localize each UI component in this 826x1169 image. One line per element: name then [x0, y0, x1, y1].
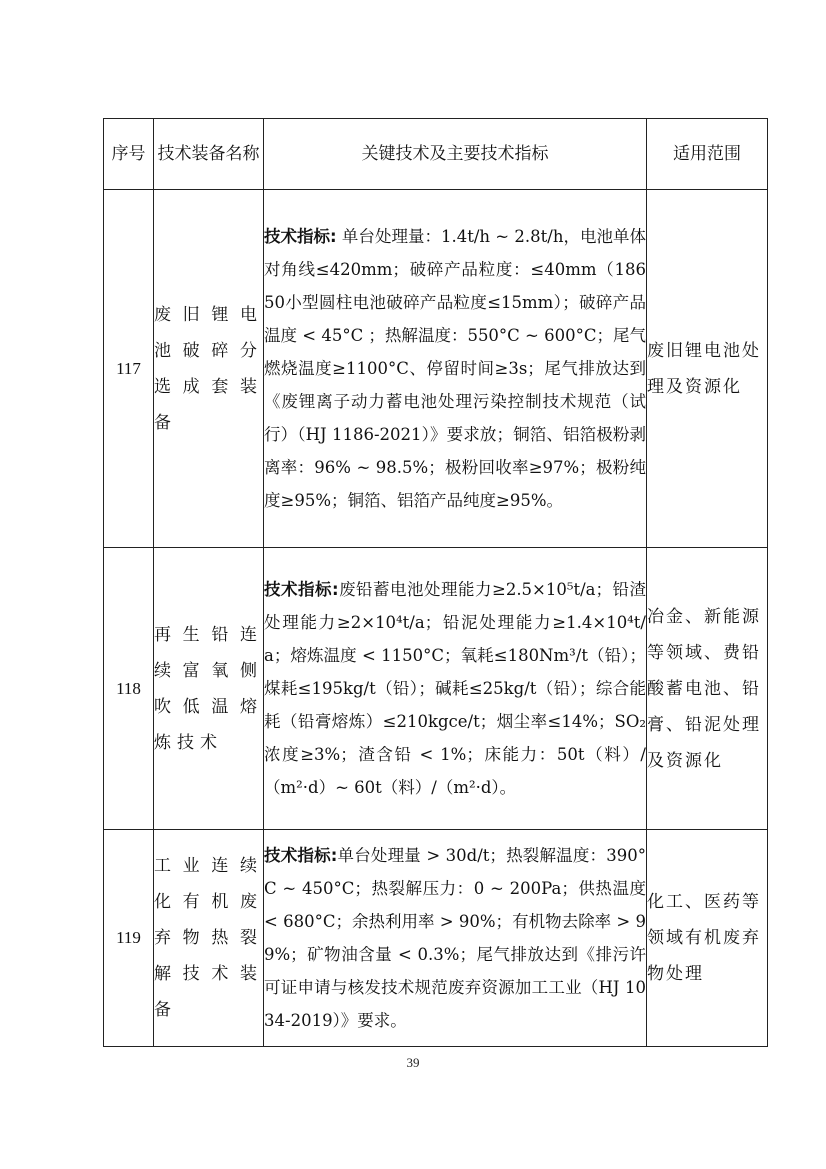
row-technical-indicators [264, 190, 647, 548]
header-key-technology: 关键技术及主要技术指标 [264, 119, 647, 190]
row-equipment-name: 废旧锂电池破碎分选成套装备 [154, 190, 264, 548]
row-serial-number: 119 [104, 830, 154, 1047]
row-application-scope: 冶金、新能源等领域、费铅酸蓄电池、铅膏、铅泥处理及资源化 [647, 548, 768, 830]
header-equipment-name: 技术装备名称 [154, 119, 264, 190]
table-row [104, 830, 768, 1047]
indicator-text: 单台处理量 > 30d/t；热裂解温度：390°C ~ 450°C；热裂解压力：0 ~ 200Pa；供热温度 < 680°C；余热利用率 > 90%；有机物去除率 > 99%；矿物油含量 < 0.3%；尾气排放达到《排污许可证申请与核发技术规范废弃资源加工工业（HJ 1034-2019）》要求。 [264, 846, 646, 1030]
row-serial-number: 118 [104, 548, 154, 830]
row-application-scope: 废旧锂电池处理及资源化 [647, 190, 768, 548]
indicator-text: 废铅蓄电池处理能力≥2.5×10⁵t/a；铅渣处理能力≥2×10⁴t/a；铅泥处理能力≥1.4×10⁴t/a；熔炼温度 < 1150°C；氧耗≤180Nm³/t（铅）；煤耗≤195kg/t（铅）；碱耗≤25kg/t（铅）；综合能耗（铅膏熔炼）≤210kgce/t；烟尘率≤14%；SO₂浓度≥3%；渣含铅 < 1%；床能力：50t（料）/（m²·d）~ 60t（料）/（m²·d）。 [264, 580, 647, 797]
indicator-label: 技术指标: [264, 846, 338, 865]
page-number: 39 [406, 1055, 420, 1070]
indicator-text: 单台处理量：1.4t/h ~ 2.8t/h，电池单体对角线≤420mm；破碎产品粒度：≤40mm（18650小型圆柱电池破碎产品粒度≤15mm）；破碎产品温度 < 45°C ；热解温度：550°C ~ 600°C；尾气燃烧温度≥1100°C、停留时间≥3s；尾气排放达到《废锂离子动力蓄电池处理污染控制技术规范（试行）（HJ 1186-2021）》要求放；铜箔、铝箔极粉剥离率：96% ~ 98.5%；极粉回收率≥97%；极粉纯度≥95%；铜箔、铝箔产品纯度≥95%。 [264, 227, 646, 510]
table-header-row [104, 119, 768, 190]
header-application-scope: 适用范围 [647, 119, 768, 190]
header-serial-number: 序号 [104, 119, 154, 190]
table-row [104, 190, 768, 548]
row-application-scope: 化工、医药等领域有机废弃物处理 [647, 830, 768, 1047]
indicator-label: 技术指标: [264, 227, 337, 246]
row-technical-indicators [264, 830, 647, 1047]
table-row [104, 548, 768, 830]
row-equipment-name: 工业连续化有机废弃物热裂解技术装备 [154, 830, 264, 1047]
indicator-label: 技术指标: [264, 580, 339, 599]
equipment-table [103, 118, 768, 1047]
row-technical-indicators [264, 548, 647, 830]
row-equipment-name: 再生铅连续富氧侧吹低温熔炼技术 [154, 548, 264, 830]
row-serial-number: 117 [104, 190, 154, 548]
